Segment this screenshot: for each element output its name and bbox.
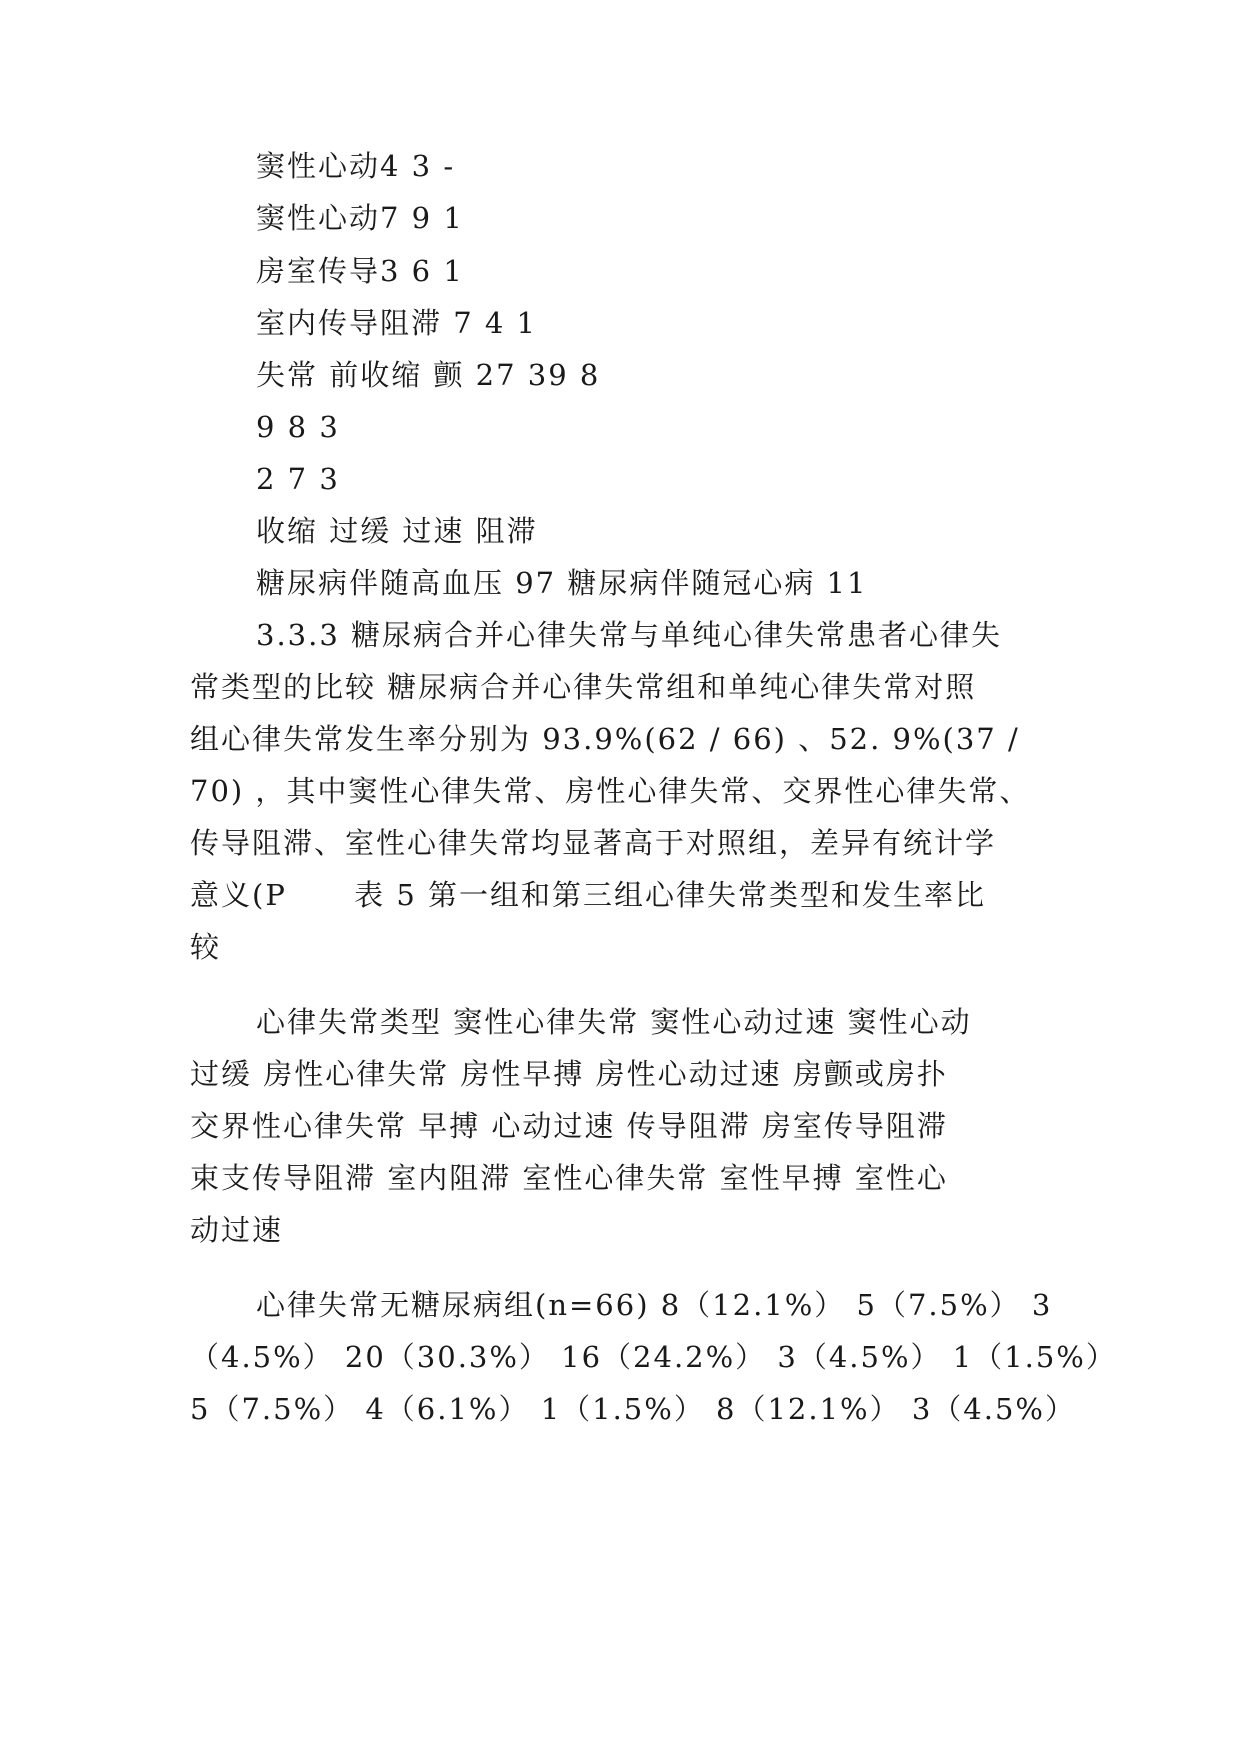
- paragraph-line: 心律失常类型 窦性心律失常 窦性心动过速 窦性心动: [256, 1005, 972, 1039]
- paragraph-line: 意义(P 表 5 第一组和第三组心律失常类型和发生率比: [190, 878, 987, 912]
- paragraph-line: 3.3.3 糖尿病合并心律失常与单纯心律失常患者心律失: [256, 618, 1003, 652]
- paragraph-line: 交界性心律失常 早搏 心动过速 传导阻滞 房室传导阻滞: [190, 1109, 948, 1143]
- paragraph-line: 心律失常无糖尿病组(n=66) 8（12.1%） 5（7.5%） 3: [256, 1288, 1053, 1322]
- text-line: 糖尿病伴随高血压 97 糖尿病伴随冠心病 11: [256, 566, 868, 600]
- paragraph-line: 束支传导阻滞 室内阻滞 室性心律失常 室性早搏 室性心: [190, 1161, 948, 1195]
- paragraph-line: 过缓 房性心律失常 房性早搏 房性心动过速 房颤或房扑: [190, 1057, 948, 1091]
- text-line: 9 8 3: [256, 410, 340, 444]
- paragraph-line: 组心律失常发生率分别为 93.9%(62 / 66) 、52. 9%(37 /: [190, 722, 1020, 756]
- paragraph-line: 常类型的比较 糖尿病合并心律失常组和单纯心律失常对照: [190, 670, 977, 704]
- paragraph-line: 传导阻滞、室性心律失常均显著高于对照组，差异有统计学: [190, 826, 997, 860]
- paragraph-line: 70) ，其中窦性心律失常、房性心律失常、交界性心律失常、: [190, 774, 1031, 808]
- text-line: 失常 前收缩 颤 27 39 8: [256, 358, 601, 392]
- text-line: 窦性心动4 3 -: [256, 149, 456, 183]
- text-line: 室内传导阻滞 7 4 1: [256, 306, 538, 340]
- text-line: 房室传导3 6 1: [256, 254, 464, 288]
- paragraph-line: 5（7.5%） 4（6.1%） 1（1.5%） 8（12.1%） 3（4.5%）: [190, 1392, 1076, 1426]
- paragraph-line: （4.5%） 20（30.3%） 16（24.2%） 3（4.5%） 1（1.5%）: [190, 1340, 1117, 1374]
- text-line: 窦性心动7 9 1: [256, 201, 464, 235]
- paragraph-line: 动过速: [190, 1213, 284, 1247]
- text-line: 2 7 3: [256, 462, 340, 496]
- text-line: 收缩 过缓 过速 阻滞: [256, 514, 538, 548]
- paragraph-line: 较: [190, 930, 222, 964]
